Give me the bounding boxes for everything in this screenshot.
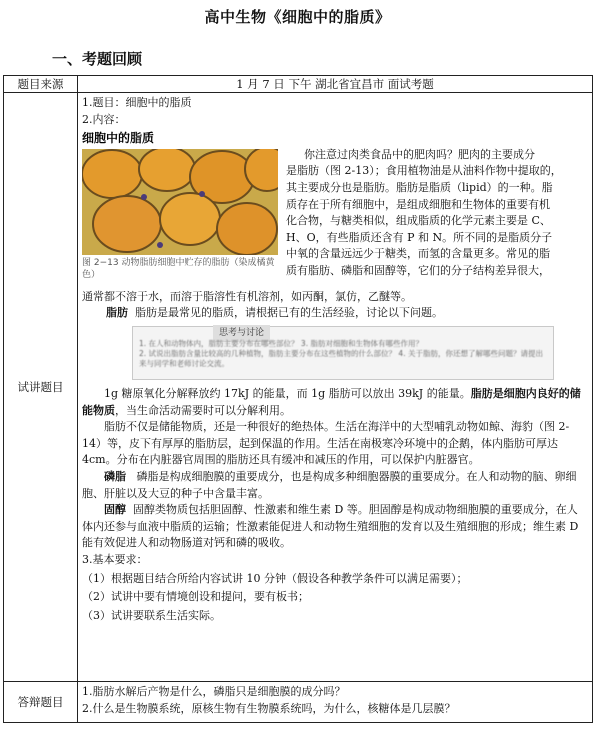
energy-text-b: ，当生命活动需要时可以分解利用。 [115,403,291,417]
discussion-box [132,326,554,380]
phospholipid-term: 磷脂 [104,469,126,483]
fat-cells-image [82,149,278,255]
question-content-label: 2.内容： [82,112,126,126]
para1-line-2: 是脂肪（图 2-13）；食用植物油是从油料作物中提取的， [286,164,562,178]
exam-table [3,75,593,723]
discussion-line-2: 2. 试说出脂肪含量比较高的几种植物，脂肪主要分布在这些植物的什么部位？ 4. 关于脂肪，你还想了解哪些问题？请提出来与同学和老师讨论交流。 [139,348,543,368]
para1-line-3: 其主要成分也是脂肪。脂肪是脂质（lipid）的一种。脂 [286,180,553,194]
question-topic: 1.题目：细胞中的脂质 [82,96,192,109]
defense-question-2: 2.什么是生物膜系统，原核生物有生物膜系统吗，为什么，核糖体是几层膜？ [82,701,456,715]
insulation-paragraph: 脂肪不仅是储能物质，还是一种很好的绝热体。生活在海洋中的大型哺乳动物如鲸、海豹（图 2-14）等，皮下有厚厚的脂肪层，起到保温的作用。生活在南极寒冷环境中的企鹅，体内脂肪可厚达 4cm。分布在内脏器官周围的脂肪还具有缓冲和减压的作用，可以保护内脏器官。 [82,420,570,467]
teach-content [78,93,593,682]
requirement-3: （3）试讲要联系生活实际。 [82,608,221,622]
teach-label: 试讲题目 [4,93,78,682]
fat-term: 脂肪 [106,306,128,320]
fat-text: 脂肪是最常见的脂质，请根据已有的生活经验，讨论以下问题。 [135,306,443,320]
phospholipid-paragraph [82,469,588,502]
document-title: 高中生物《细胞中的脂质》 [204,8,391,26]
para1-line-8: 质有脂肪、磷脂和固醇等，它们的分子结构差异很大， [286,263,550,277]
figure-fat-cells [82,149,278,289]
energy-bold: 脂肪是细胞内良好的储能物质 [82,386,581,417]
requirement-2: （2）试讲中要有情境创设和提问，要有板书； [82,590,309,604]
sterol-term: 固醇 [104,503,126,517]
para1-line-7: 中氧的含量远远少于糖类，而氢的含量更多。常见的脂 [286,247,550,261]
para1-line-5: 化合物，与糖类相似，组成脂质的化学元素主要是 C、 [286,214,551,228]
defense-content [78,682,593,723]
para1-line-4: 质存在于所有细胞中，是组成细胞和生物体的重要有机 [286,197,550,211]
energy-text-a: 1g 糖原氧化分解释放约 17kJ 的能量，而 1g 脂肪可以放出 39kJ 的能量。 [104,386,471,400]
para1-line-6: H、O，有些脂质还含有 P 和 N。所不同的是脂质分子 [286,230,553,244]
para1-tail: 通常都不溶于水，而溶于脂溶性有机溶剂，如丙酮，氯仿，乙醚等。 [82,289,412,303]
sterol-text: 固醇类物质包括胆固醇、性激素和维生素 D 等。胆固醇是构成动物细胞膜的重要成分，在人体内还参与血液中脂质的运输；性激素能促进人和动物生殖细胞的发育以及生殖细胞的形成；维生素 D 能有效促进人和动物肠道对钙和磷的吸收。 [82,503,579,550]
requirement-1: （1）根据题目结合所给内容试讲 10 分钟（假设各种教学条件可以满足需要）； [82,571,468,585]
source-value: 1 月 7 日 下午 湖北省宜昌市 面试考题 [78,76,593,93]
phospholipid-text: 磷脂是构成细胞膜的重要成分，也是构成多种细胞器膜的重要成分。在人和动物的脑、卵细胞、肝脏以及大豆的种子中含量丰富。 [82,469,577,500]
source-label: 题目来源 [4,76,78,93]
requirements-label: 3.基本要求： [82,552,148,566]
para1-line-1: 你注意过肉类食品中的肥肉吗？肥肉的主要成分 [304,147,535,161]
discussion-line-1: 1. 在人和动物体内，脂肪主要分布在哪些部位？ 3. 脂肪对细胞和生物体有哪些作用？ [139,338,423,348]
fat-paragraph [82,305,588,322]
content-subtitle: 细胞中的脂质 [82,131,155,146]
section-heading: 一、考题回顾 [52,50,143,68]
defense-question-1: 1.脂肪水解后产物是什么，磷脂只是细胞膜的成分吗？ [82,685,346,698]
energy-paragraph [82,386,588,419]
sterol-paragraph [82,502,588,552]
figure-caption: 图 2−13 动物脂肪细胞中贮存的脂肪（染成橘黄色） [82,257,275,280]
discussion-title: 思考与讨论 [213,325,270,342]
defense-label: 答辩题目 [4,682,78,723]
